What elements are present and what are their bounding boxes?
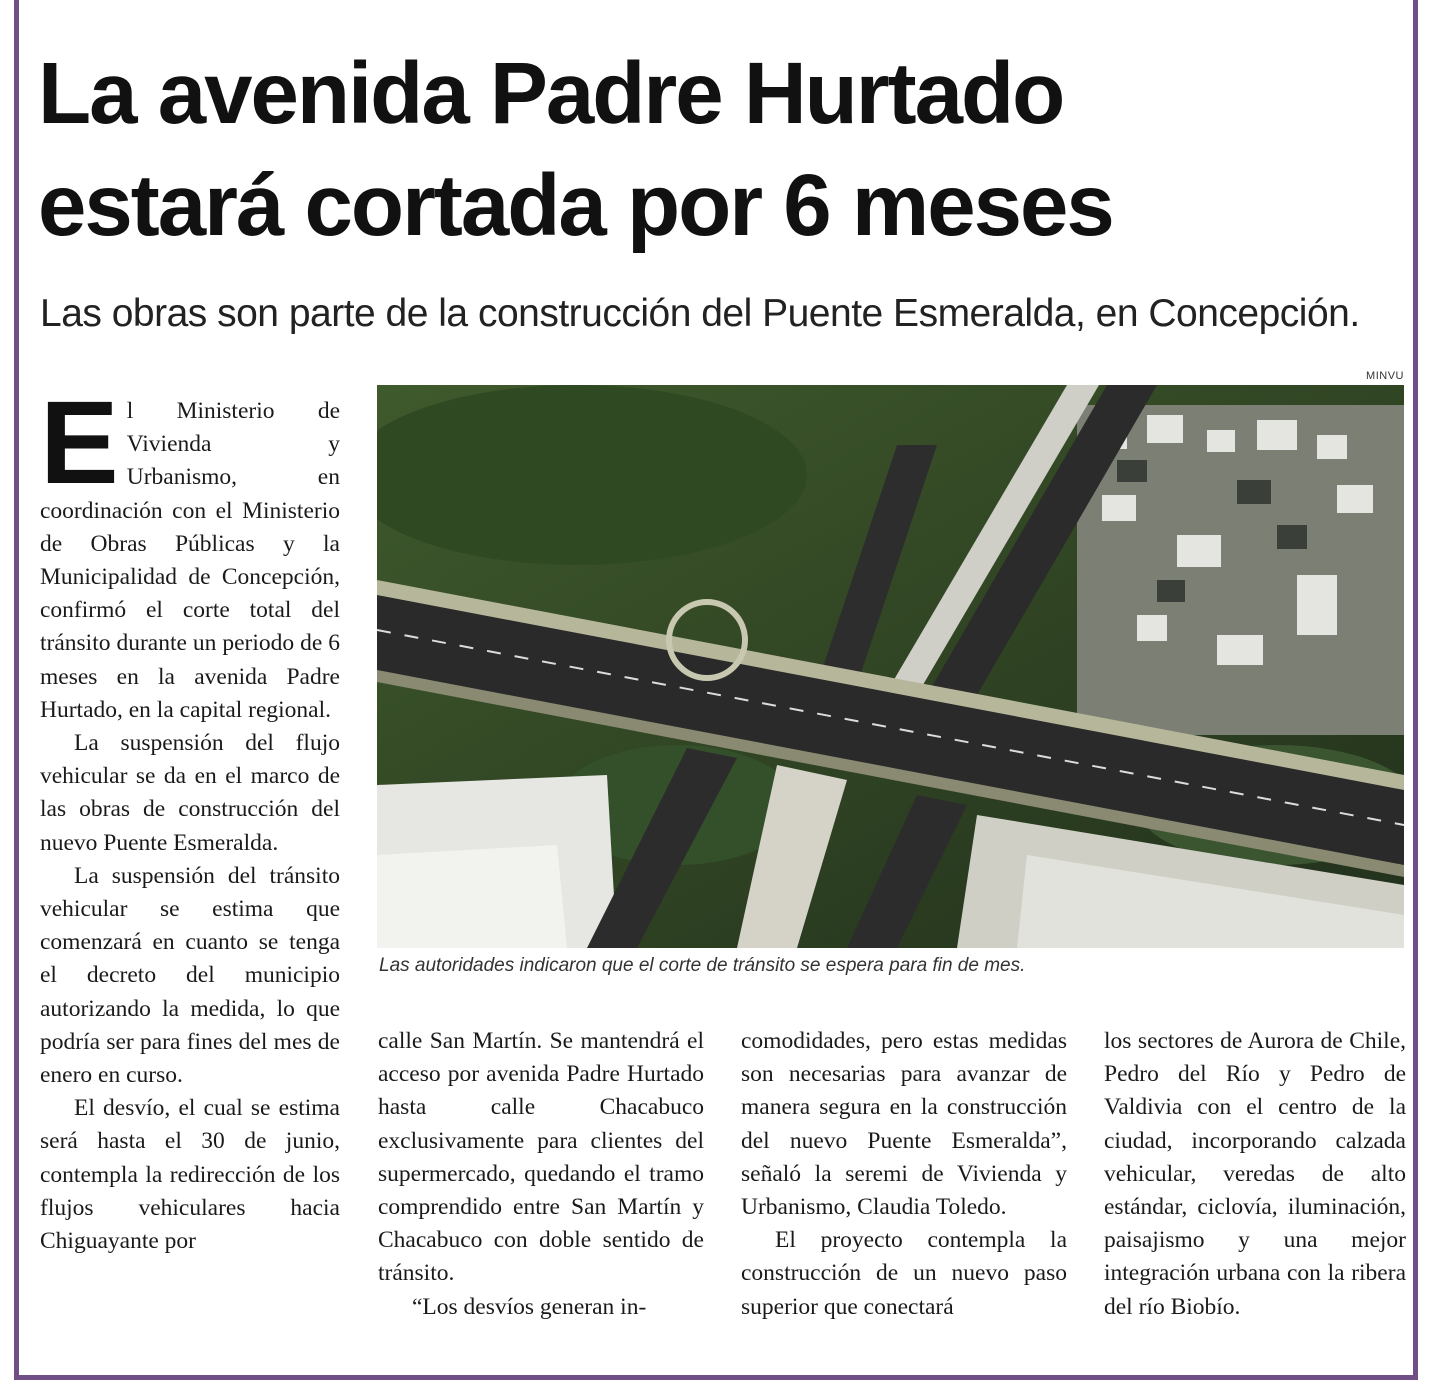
- article-column-3: [741, 1025, 1067, 1324]
- paragraph: comodidades, pero estas medidas son necesarias para avanzar de manera segura en la construcción del nuevo Puente Esmeralda”, señaló la seremi de Vivienda y Urbanismo, Claudia Toledo.: [741, 1028, 1067, 1221]
- paragraph-text: l Ministerio de Vivienda y Urbanismo, en coordinación con el Ministerio de Obras Públicas y la Municipalidad de Concepción, confirmó el corte total del tránsito durante un periodo de 6 meses en la avenida Padre Hurtado, en la capital regional.: [40, 398, 340, 723]
- paragraph: [40, 377, 340, 727]
- drop-cap: E: [40, 377, 119, 509]
- headline: [38, 38, 1378, 262]
- subheadline: Las obras son parte de la construcción del Puente Esmeralda, en Concepción.: [40, 292, 1360, 335]
- paragraph: “Los desvíos generan in-: [412, 1293, 647, 1320]
- paragraph: los sectores de Aurora de Chile, Pedro del Río y Pedro de Valdivia con el centro de la ciudad, incorporando calzada vehicular, veredas de alto estándar, ciclovía, iluminación, paisajismo y una mejor integración urbana con la ribera del río Biobío.: [1104, 1028, 1406, 1320]
- aerial-rendering-image: [377, 385, 1404, 948]
- article-column-4: [1104, 1025, 1406, 1324]
- photo-caption: Las autoridades indicaron que el corte de tránsito se espera para fin de mes.: [379, 955, 1026, 976]
- paragraph: El desvío, el cual se estima será hasta el 30 de junio, contempla la redirección de los flujos vehiculares hacia Chiguayante por: [40, 1095, 340, 1255]
- article-photo: [377, 385, 1404, 948]
- photo-credit: MINVU: [1366, 370, 1404, 382]
- headline-line-1: La avenida Padre Hurtado: [38, 45, 1064, 142]
- paragraph: calle San Martín. Se mantendrá el acceso por avenida Padre Hurtado hasta calle Chacabuco exclusivamente para clientes del supermercado, quedando el tramo comprendido entre San Martín y Chacabuco con doble sentido de tránsito.: [378, 1028, 704, 1287]
- article-column-1: [40, 377, 340, 1258]
- article-column-2: [378, 1025, 704, 1324]
- paragraph: La suspensión del flujo vehicular se da en el marco de las obras de construcción del nuevo Puente Esmeralda.: [40, 730, 340, 856]
- paragraph: La suspensión del tránsito vehicular se estima que comenzará en cuanto se tenga el decreto del municipio autorizando la medida, lo que podría ser para fines del mes de enero en curso.: [40, 862, 340, 1089]
- headline-line-2: estará cortada por 6 meses: [38, 157, 1113, 254]
- paragraph: El proyecto contempla la construcción de un nuevo paso superior que conectará: [741, 1227, 1067, 1320]
